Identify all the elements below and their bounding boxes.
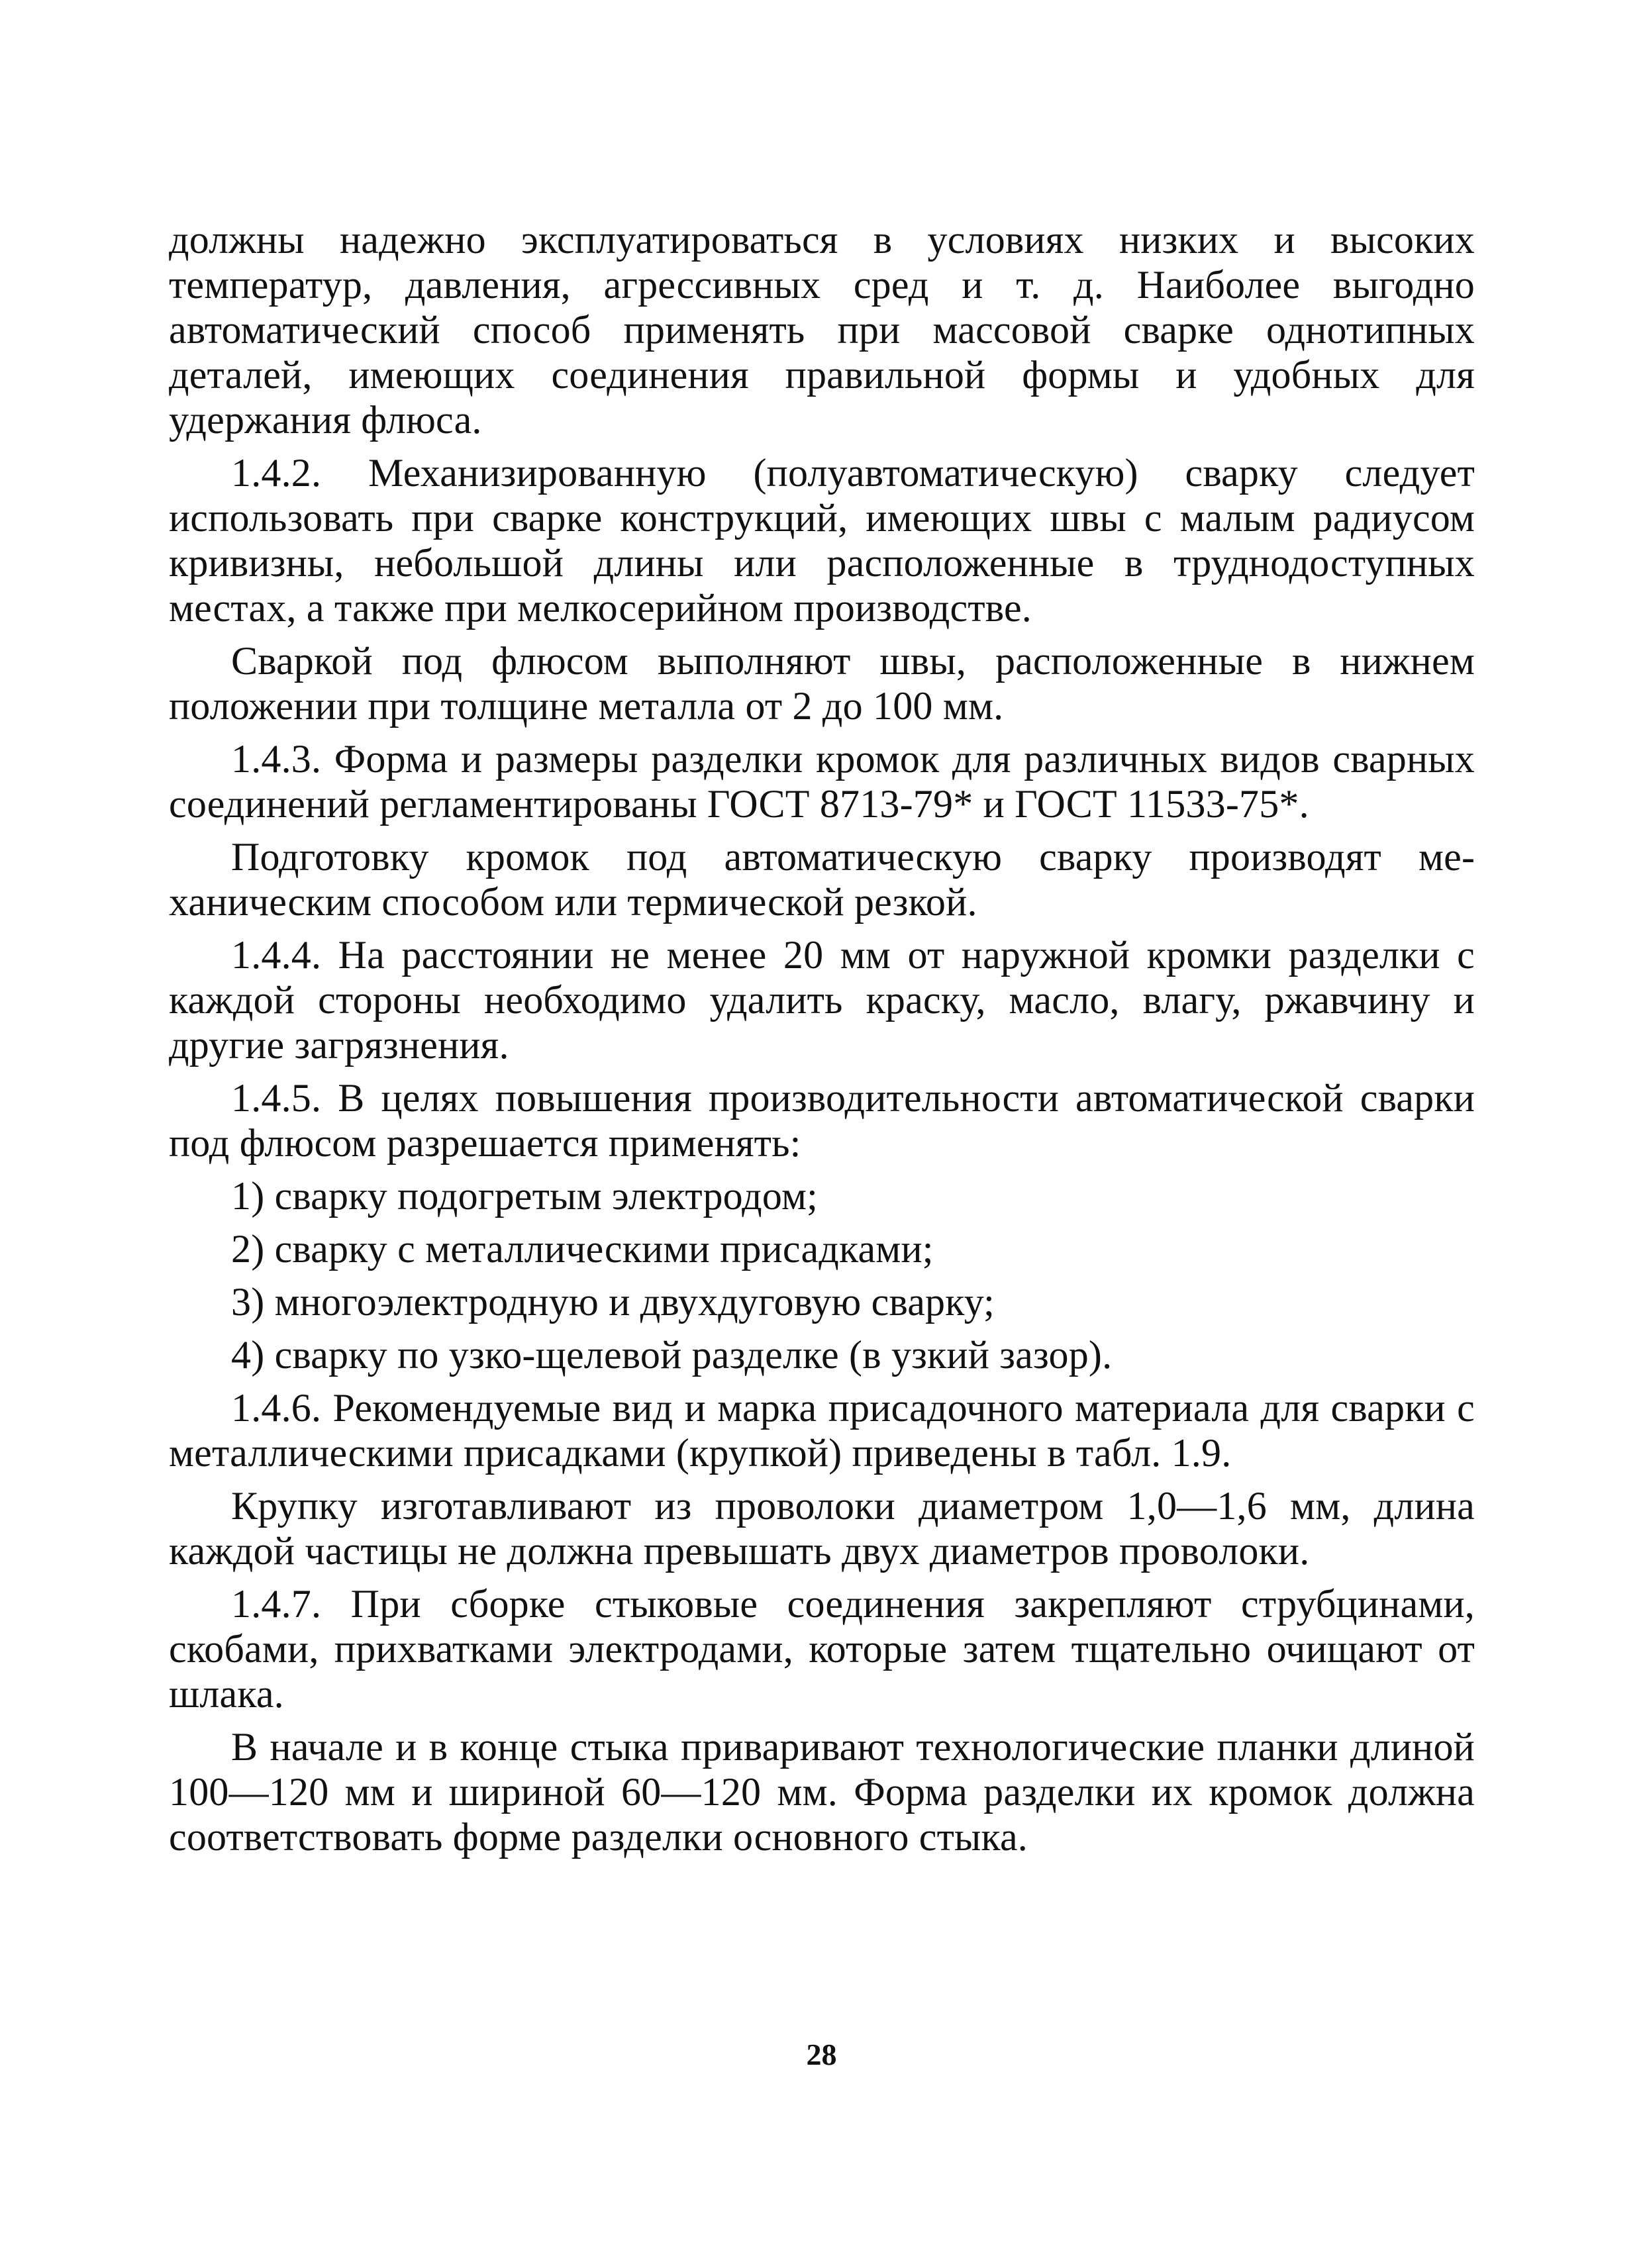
paragraph-flux-welding: Сваркой под флюсом выполняют швы, расположенные в нижнем положении при толщине металла от 2 до 100 мм.: [169, 639, 1475, 728]
list-item-1: 1) сварку подогретым электродом;: [231, 1174, 818, 1218]
paragraph-continuation: должны надежно эксплуатироваться в условиях низких и высоких температур, давления, агрессивных сред и т. д. Наиболее выгодно автоматический способ применять при массовой сварке однотипных деталей, имеющих соединения правильной формы и удобных для удержания флюса.: [169, 218, 1475, 442]
list-item-4: 4) сварку по узко-щелевой разделке (в узкий зазор).: [231, 1333, 1113, 1377]
clause-1-4-7: 1.4.7. При сборке стыковые соединения закрепляют струбцинами, скобами, прихватками электродами, которые затем тщательно очищают от шлака.: [169, 1582, 1475, 1716]
clause-1-4-2: 1.4.2. Механизированную (полуавтоматическую) сварку следует использовать при сварке конструкций, имеющих швы с малым радиусом кривизны, небольшой длины или расположенные в труднодоступных местах, а также при мелкосерийном производстве.: [169, 451, 1475, 630]
paragraph-run-off-tabs: В начале и в конце стыка приваривают технологические планки длиной 100—120 мм и шириной 60—120 мм. Форма разделки их кромок должна соответствовать форме разделки основного стыка.: [169, 1725, 1475, 1859]
clause-1-4-3: 1.4.3. Форма и размеры разделки кромок для различных видов сварных соединений регламентированы ГОСТ 8713-79* и ГОСТ 11533-75*.: [169, 737, 1475, 826]
list-item-3: 3) многоэлектродную и двухдуговую сварку;: [231, 1280, 995, 1324]
clause-1-4-4: 1.4.4. На расстоянии не менее 20 мм от наружной кромки разделки с каждой стороны необходимо удалить краску, масло, влагу, ржавчину и другие загрязнения.: [169, 933, 1475, 1067]
page-number: 28: [806, 2038, 837, 2071]
paragraph-edge-preparation: Подготовку кромок под автоматическую сварку производят механическим способом или термической резкой.: [169, 835, 1475, 924]
paragraph-grit-wire: Крупку изготавливают из проволоки диаметром 1,0—1,6 мм, длина каждой частицы не должна превышать двух диаметров проволоки.: [169, 1484, 1475, 1573]
list-item-2: 2) сварку с металлическими присадками;: [231, 1227, 934, 1271]
clause-1-4-5: 1.4.5. В целях повышения производительности автоматической сварки под флюсом разрешается применять:: [169, 1076, 1475, 1165]
clause-1-4-6: 1.4.6. Рекомендуемые вид и марка присадочного материала для сварки с металлическими присадками (крупкой) приведены в табл. 1.9.: [169, 1386, 1475, 1475]
body-text: [169, 217, 1475, 1867]
